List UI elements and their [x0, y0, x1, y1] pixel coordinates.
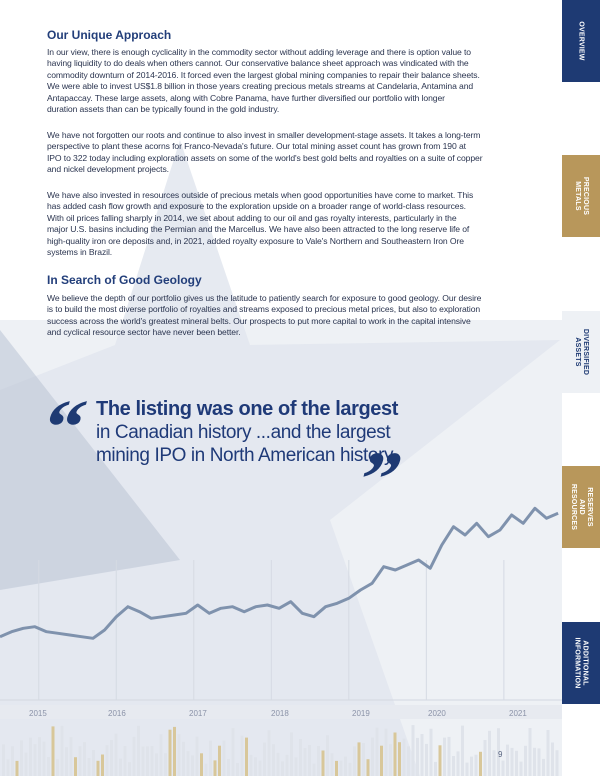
volume-bar	[479, 752, 482, 776]
volume-bar	[317, 746, 320, 776]
paragraph-1: In our view, there is enough cyclicality in the commodity sector without adding leverage and there is option value to having liquidity to do deals when others cannot. Our conservative balance sheet approach was vindicated with the commodity downturn of 2014-2016. It forced even the largest global mining companies to repair their balance sheets. We were able to invest US$1.8 billion in those years creating precious metals streams at Candelaria, Antamina and Antapaccay. These large assets, along with Cobre Panama, have further diversified our portfolio with longer duration assets than can be typically found in the gold industry.	[47, 47, 480, 115]
volume-bar	[11, 746, 14, 776]
volume-bar	[169, 730, 172, 776]
paragraph-4: We believe the depth of our portfolio gives us the latitude to patiently search for exposure to good geology. Our desire is to build the most diverse portfolio of royalties and streams exposed to precious metal prices, but also to exploration success across the world's greatest mineral belts. Our prospects to put more capital to work in the capital intensive and cyclical resource sector have never been better.	[47, 293, 482, 338]
volume-bar	[268, 730, 271, 776]
volume-bar	[340, 761, 343, 776]
volume-bar	[407, 746, 410, 776]
volume-bar	[281, 761, 284, 776]
x-tick-label: 2020	[428, 709, 446, 718]
volume-bar	[137, 726, 140, 776]
volume-bar	[47, 757, 50, 776]
volume-bar	[443, 738, 446, 776]
volume-bar	[380, 746, 383, 776]
volume-bar	[263, 743, 266, 776]
volume-bar	[106, 745, 109, 776]
section-heading-good-geology: In Search of Good Geology	[47, 273, 202, 287]
volume-bar	[533, 748, 536, 776]
volume-bar	[313, 764, 316, 776]
volume-bar	[250, 755, 253, 776]
volume-bar	[308, 745, 311, 776]
volume-bar	[299, 739, 302, 776]
volume-bar	[434, 762, 437, 776]
tab-overview[interactable]: OVERVIEW	[562, 0, 600, 82]
volume-bar	[92, 750, 95, 776]
x-tick-label: 2017	[189, 709, 207, 718]
volume-bar	[88, 758, 91, 776]
quote-line-1: The listing was one of the largest	[96, 398, 399, 420]
volume-bar	[52, 726, 55, 776]
volume-bar	[128, 762, 131, 776]
volume-bar	[34, 744, 37, 776]
volume-bar	[142, 747, 145, 776]
x-tick-label: 2021	[509, 709, 527, 718]
volume-bar	[457, 751, 460, 776]
volume-bar	[97, 761, 100, 776]
volume-bar	[475, 755, 478, 776]
volume-bar	[223, 741, 226, 776]
x-tick-label: 2015	[29, 709, 47, 718]
volume-bar	[232, 728, 235, 776]
x-tick-label: 2016	[108, 709, 126, 718]
volume-bar	[74, 757, 77, 776]
volume-bar	[389, 744, 392, 776]
volume-bar	[538, 748, 541, 776]
volume-bar	[461, 726, 464, 776]
volume-bar	[547, 730, 550, 776]
volume-bar	[448, 737, 451, 776]
page-number: 9	[498, 750, 503, 759]
volume-bar	[488, 731, 491, 776]
volume-bar	[110, 740, 113, 776]
volume-bar	[493, 750, 496, 776]
volume-bar	[56, 759, 59, 776]
volume-bar	[520, 762, 523, 776]
volume-bar	[191, 755, 194, 776]
volume-bar	[259, 761, 262, 776]
volume-bar	[115, 734, 118, 776]
volume-bar	[511, 748, 514, 776]
volume-bar	[101, 755, 104, 776]
volume-bar	[61, 726, 64, 776]
volume-bar	[524, 746, 527, 776]
volume-bar	[155, 753, 158, 776]
volume-bar	[304, 748, 307, 776]
volume-bar	[16, 761, 19, 776]
volume-bar	[331, 753, 334, 776]
volume-bar	[7, 759, 10, 776]
volume-bar	[182, 742, 185, 776]
volume-bar	[178, 734, 181, 776]
pull-quote	[96, 398, 398, 467]
volume-bar	[29, 738, 32, 776]
volume-bar	[403, 739, 406, 776]
volume-bar	[43, 742, 46, 776]
volume-bar	[164, 753, 167, 776]
volume-bar	[173, 727, 176, 776]
volume-bar	[241, 736, 244, 776]
volume-bar	[146, 746, 149, 776]
tab-reserves-resources[interactable]: RESERVES AND RESOURCES	[562, 466, 600, 548]
volume-bar	[416, 738, 419, 776]
volume-bar	[385, 729, 388, 776]
volume-bar	[236, 763, 239, 776]
volume-bar	[290, 732, 293, 776]
volume-bar	[439, 745, 442, 776]
volume-bar	[484, 740, 487, 776]
volume-bar	[254, 757, 257, 776]
volume-bar	[83, 742, 86, 776]
volume-bar	[25, 753, 28, 776]
paragraph-2: We have not forgotten our roots and continue to also invest in smaller development-stage assets. It takes a long-term perspective to plant these acorns for Franco-Nevada's future. Our total mining asset count has grown from 190 at IPO to 322 today including exploration assets on some of the world's best gold belts and royalties on a suite of copper and nickel development projects.	[47, 130, 483, 175]
volume-bar	[335, 761, 338, 776]
volume-bar	[200, 753, 203, 776]
volume-bar	[196, 737, 199, 776]
volume-bar	[425, 744, 428, 776]
volume-bar	[349, 763, 352, 776]
volume-bar	[551, 743, 554, 776]
volume-bar	[286, 755, 289, 776]
volume-bar	[2, 744, 5, 776]
tab-precious-metals[interactable]: PRECIOUS METALS	[562, 155, 600, 237]
tab-diversified-assets[interactable]: DIVERSIFIED ASSETS	[562, 311, 600, 393]
volume-bar	[79, 746, 82, 776]
volume-bar	[430, 729, 433, 776]
volume-bar	[353, 746, 356, 776]
volume-bar	[160, 734, 163, 776]
open-quote-mark: “	[33, 383, 94, 470]
volume-bar	[227, 759, 230, 776]
volume-bar	[371, 738, 374, 776]
section-heading-unique-approach: Our Unique Approach	[47, 28, 172, 42]
volume-bar	[506, 745, 509, 776]
volume-bar	[70, 737, 73, 776]
volume-bar	[277, 753, 280, 776]
volume-bar	[542, 759, 545, 776]
volume-bar	[515, 751, 518, 776]
volume-bar	[421, 734, 424, 776]
volume-bar	[322, 751, 325, 776]
volume-bar	[394, 733, 397, 776]
volume-bar	[398, 742, 401, 776]
volume-bar	[20, 740, 23, 776]
volume-bar	[470, 757, 473, 776]
quote-line-3: mining IPO in North American history.	[96, 445, 397, 466]
volume-bar	[412, 725, 415, 776]
volume-bar	[151, 746, 154, 776]
tab-additional-information[interactable]: ADDITIONAL INFORMATION	[562, 622, 600, 704]
volume-bar	[245, 738, 248, 776]
volume-bar	[367, 759, 370, 776]
volume-bar	[272, 744, 275, 776]
volume-bar	[556, 750, 559, 776]
volume-bar	[466, 763, 469, 776]
volume-bar	[502, 761, 505, 776]
volume-bar	[376, 728, 379, 776]
volume-bar	[65, 747, 68, 776]
volume-bar	[187, 751, 190, 776]
volume-bar	[124, 746, 127, 776]
volume-bar	[133, 737, 136, 776]
volume-bar	[326, 735, 329, 776]
volume-bar	[452, 756, 455, 776]
volume-bar	[344, 757, 347, 776]
volume-bar	[529, 728, 532, 776]
volume-bar	[358, 742, 361, 776]
volume-bar	[362, 743, 365, 776]
volume-bar	[205, 764, 208, 776]
x-tick-label: 2019	[352, 709, 370, 718]
volume-bar	[38, 737, 41, 776]
volume-bar	[218, 746, 221, 776]
paragraph-3: We have also invested in resources outside of precious metals when good opportunities have come to market. This has added cash flow growth and exposure to the exploration upside on a broader range of world-class resources. With oil prices falling sharply in 2014, we set about adding to our oil and gas royalty interests, particularly in the major U.S. basins including the Permian and the Marcellus. We have also been attracted to the long reserve life of high-quality iron ore deposits and, in 2021, added royalty exposure to Vale's Northern and Southeastern Iron Ore systems in Brazil.	[47, 190, 474, 258]
quote-line-2: in Canadian history ...and the largest	[96, 422, 391, 443]
volume-bar	[214, 760, 217, 776]
volume-bar	[295, 757, 298, 776]
volume-bar	[119, 759, 122, 776]
close-quote-mark: ”	[349, 435, 410, 522]
volume-bar	[209, 741, 212, 776]
x-tick-label: 2018	[271, 709, 289, 718]
